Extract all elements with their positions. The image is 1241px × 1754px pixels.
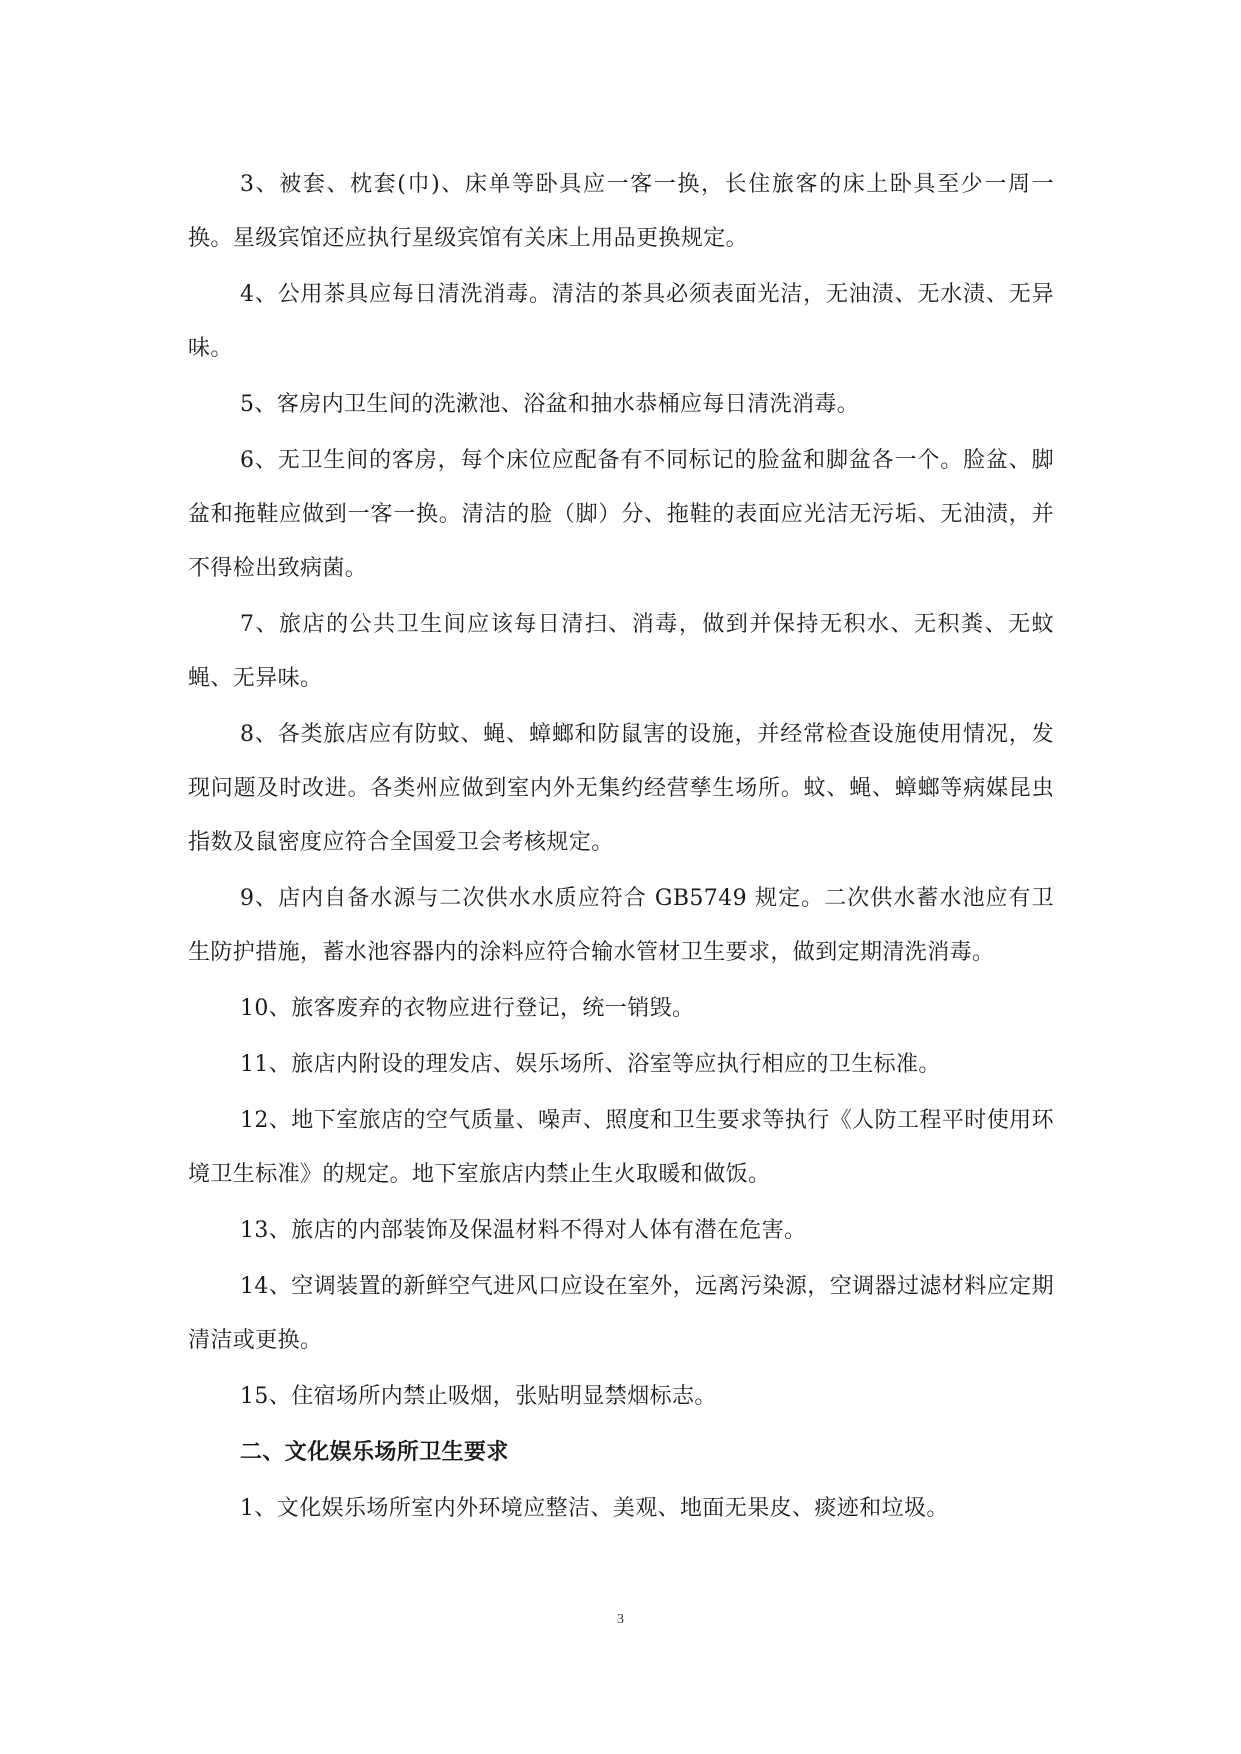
document-body xyxy=(188,158,1054,1538)
paragraph-item-9: 9、店内自备水源与二次供水水质应符合 GB5749 规定。二次供水蓄水池应有卫生防护措施，蓄水池容器内的涂料应符合输水管材卫生要求，做到定期清洗消毒。 xyxy=(188,886,1054,965)
paragraph-item-15: 15、住宿场所内禁止吸烟，张贴明显禁烟标志。 xyxy=(240,1384,717,1409)
paragraph-item-10: 10、旅客废弃的衣物应进行登记，统一销毁。 xyxy=(240,996,695,1021)
paragraph-item-11: 11、旅店内附设的理发店、娱乐场所、浴室等应执行相应的卫生标准。 xyxy=(240,1052,941,1077)
paragraph-item-14: 14、空调装置的新鲜空气进风口应设在室外，远离污染源，空调器过滤材料应定期清洁或更换。 xyxy=(188,1274,1054,1353)
paragraph-item-12: 12、地下室旅店的空气质量、噪声、照度和卫生要求等执行《人防工程平时使用环境卫生标准》的规定。地下室旅店内禁止生火取暖和做饭。 xyxy=(188,1108,1054,1187)
paragraph-item-section2-1: 1、文化娱乐场所室内外环境应整洁、美观、地面无果皮、痰迹和垃圾。 xyxy=(240,1496,949,1521)
section-heading: 二、文化娱乐场所卫生要求 xyxy=(240,1440,509,1465)
paragraph-item-6: 6、无卫生间的客房，每个床位应配备有不同标记的脸盆和脚盆各一个。脸盆、脚盆和拖鞋应做到一客一换。清洁的脸（脚）分、拖鞋的表面应光洁无污垢、无油渍，并不得检出致病菌。 xyxy=(188,448,1054,581)
paragraph-item-7: 7、旅店的公共卫生间应该每日清扫、消毒，做到并保持无积水、无积粪、无蚊蝇、无异味。 xyxy=(188,612,1054,691)
paragraph-item-4: 4、公用茶具应每日清洗消毒。清洁的茶具必须表面光洁，无油渍、无水渍、无异味。 xyxy=(188,282,1054,361)
page-number: 3 xyxy=(617,1612,624,1627)
paragraph-item-13: 13、旅店的内部装饰及保温材料不得对人体有潜在危害。 xyxy=(240,1218,807,1243)
paragraph-item-5: 5、客房内卫生间的洗漱池、浴盆和抽水恭桶应每日清洗消毒。 xyxy=(240,392,860,417)
paragraph-item-8: 8、各类旅店应有防蚊、蝇、蟑螂和防鼠害的设施，并经常检查设施使用情况，发现问题及时改进。各类州应做到室内外无集约经营孳生场所。蚊、蝇、蟑螂等病媒昆虫指数及鼠密度应符合全国爱卫会考核规定。 xyxy=(188,722,1054,855)
paragraph-item-3: 3、被套、枕套(巾)、床单等卧具应一客一换，长住旅客的床上卧具至少一周一换。星级宾馆还应执行星级宾馆有关床上用品更换规定。 xyxy=(188,172,1054,251)
